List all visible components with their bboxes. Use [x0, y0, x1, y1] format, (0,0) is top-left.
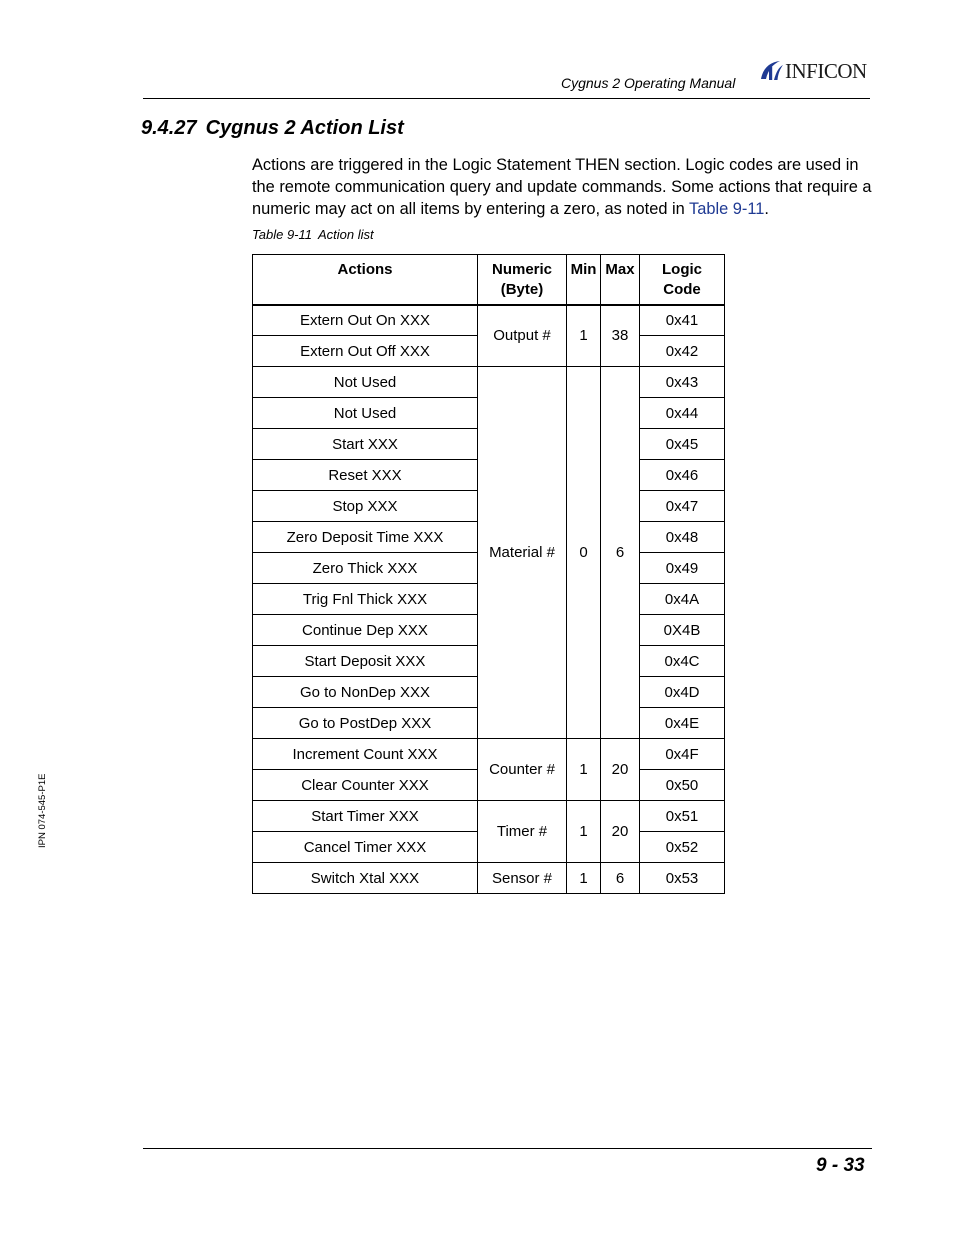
- numeric-cell: Timer #: [478, 801, 567, 863]
- header-rule: [143, 98, 870, 99]
- action-cell: Stop XXX: [253, 491, 478, 522]
- intro-text: Actions are triggered in the Logic Statement THEN section. Logic codes are used in the remote communication query and update commands. Some actions that require a numeric may act on all items by entering a zero, as noted in: [252, 156, 872, 218]
- min-cell: 0: [567, 367, 601, 739]
- action-cell: Clear Counter XXX: [253, 770, 478, 801]
- page-number: 9 - 33: [816, 1155, 865, 1176]
- logic-code-cell: 0x49: [640, 553, 725, 584]
- table-body: [253, 305, 725, 894]
- logic-code-cell: 0x52: [640, 832, 725, 863]
- numeric-cell: Material #: [478, 367, 567, 739]
- action-cell: Go to PostDep XXX: [253, 708, 478, 739]
- min-cell: 1: [567, 801, 601, 863]
- caption-number: Table 9-11: [252, 227, 312, 242]
- inficon-logo-icon: [758, 58, 784, 84]
- table-row: [253, 305, 725, 336]
- min-cell: 1: [567, 863, 601, 894]
- logic-code-cell: 0X4B: [640, 615, 725, 646]
- section-title: Cygnus 2 Action List: [205, 117, 404, 139]
- inficon-logo: [758, 58, 867, 84]
- table-row: [253, 801, 725, 832]
- action-cell: Start XXX: [253, 429, 478, 460]
- numeric-cell: Counter #: [478, 739, 567, 801]
- table-row: [253, 739, 725, 770]
- logic-code-cell: 0x48: [640, 522, 725, 553]
- section-heading: [141, 117, 404, 140]
- logic-code-cell: 0x47: [640, 491, 725, 522]
- logic-code-cell: 0x50: [640, 770, 725, 801]
- logic-code-cell: 0x4D: [640, 677, 725, 708]
- logic-code-cell: 0x42: [640, 336, 725, 367]
- action-cell: Zero Deposit Time XXX: [253, 522, 478, 553]
- table-reference-link[interactable]: Table 9-11: [689, 200, 765, 218]
- action-cell: Continue Dep XXX: [253, 615, 478, 646]
- action-cell: Trig Fnl Thick XXX: [253, 584, 478, 615]
- intro-end: .: [764, 200, 769, 218]
- action-cell: Switch Xtal XXX: [253, 863, 478, 894]
- max-cell: 6: [601, 367, 640, 739]
- footer-rule: [143, 1148, 872, 1149]
- action-cell: Increment Count XXX: [253, 739, 478, 770]
- max-cell: 6: [601, 863, 640, 894]
- logic-code-cell: 0x51: [640, 801, 725, 832]
- max-cell: 38: [601, 305, 640, 367]
- section-number: 9.4.27: [141, 117, 197, 139]
- header-actions: Actions: [253, 255, 478, 305]
- document-ipn: IPN 074-545-P1E: [37, 773, 48, 848]
- action-cell: Cancel Timer XXX: [253, 832, 478, 863]
- table-header-row: [253, 255, 725, 305]
- logic-code-cell: 0x4E: [640, 708, 725, 739]
- action-cell: Go to NonDep XXX: [253, 677, 478, 708]
- intro-paragraph: [252, 154, 874, 220]
- numeric-cell: Sensor #: [478, 863, 567, 894]
- action-cell: Reset XXX: [253, 460, 478, 491]
- logic-code-cell: 0x46: [640, 460, 725, 491]
- header-max: Max: [601, 255, 640, 305]
- logic-code-cell: 0x4C: [640, 646, 725, 677]
- action-cell: Extern Out On XXX: [253, 305, 478, 336]
- logic-code-cell: 0x4A: [640, 584, 725, 615]
- min-cell: 1: [567, 305, 601, 367]
- action-cell: Extern Out Off XXX: [253, 336, 478, 367]
- header-min: Min: [567, 255, 601, 305]
- logic-code-cell: 0x41: [640, 305, 725, 336]
- logic-code-cell: 0x4F: [640, 739, 725, 770]
- action-cell: Zero Thick XXX: [253, 553, 478, 584]
- logic-code-cell: 0x43: [640, 367, 725, 398]
- caption-title: Action list: [318, 227, 374, 242]
- logic-code-cell: 0x44: [640, 398, 725, 429]
- action-cell: Start Timer XXX: [253, 801, 478, 832]
- table-row: [253, 367, 725, 398]
- action-cell: Start Deposit XXX: [253, 646, 478, 677]
- header-logic-code: Logic Code: [640, 255, 725, 305]
- logo-text: INFICON: [785, 58, 867, 83]
- action-cell: Not Used: [253, 367, 478, 398]
- action-list-table: [252, 254, 725, 894]
- min-cell: 1: [567, 739, 601, 801]
- header-numeric: Numeric (Byte): [478, 255, 567, 305]
- logic-code-cell: 0x45: [640, 429, 725, 460]
- logic-code-cell: 0x53: [640, 863, 725, 894]
- table-caption: [252, 227, 374, 242]
- max-cell: 20: [601, 801, 640, 863]
- max-cell: 20: [601, 739, 640, 801]
- action-cell: Not Used: [253, 398, 478, 429]
- numeric-cell: Output #: [478, 305, 567, 367]
- manual-title: Cygnus 2 Operating Manual: [561, 75, 736, 91]
- table-row: [253, 863, 725, 894]
